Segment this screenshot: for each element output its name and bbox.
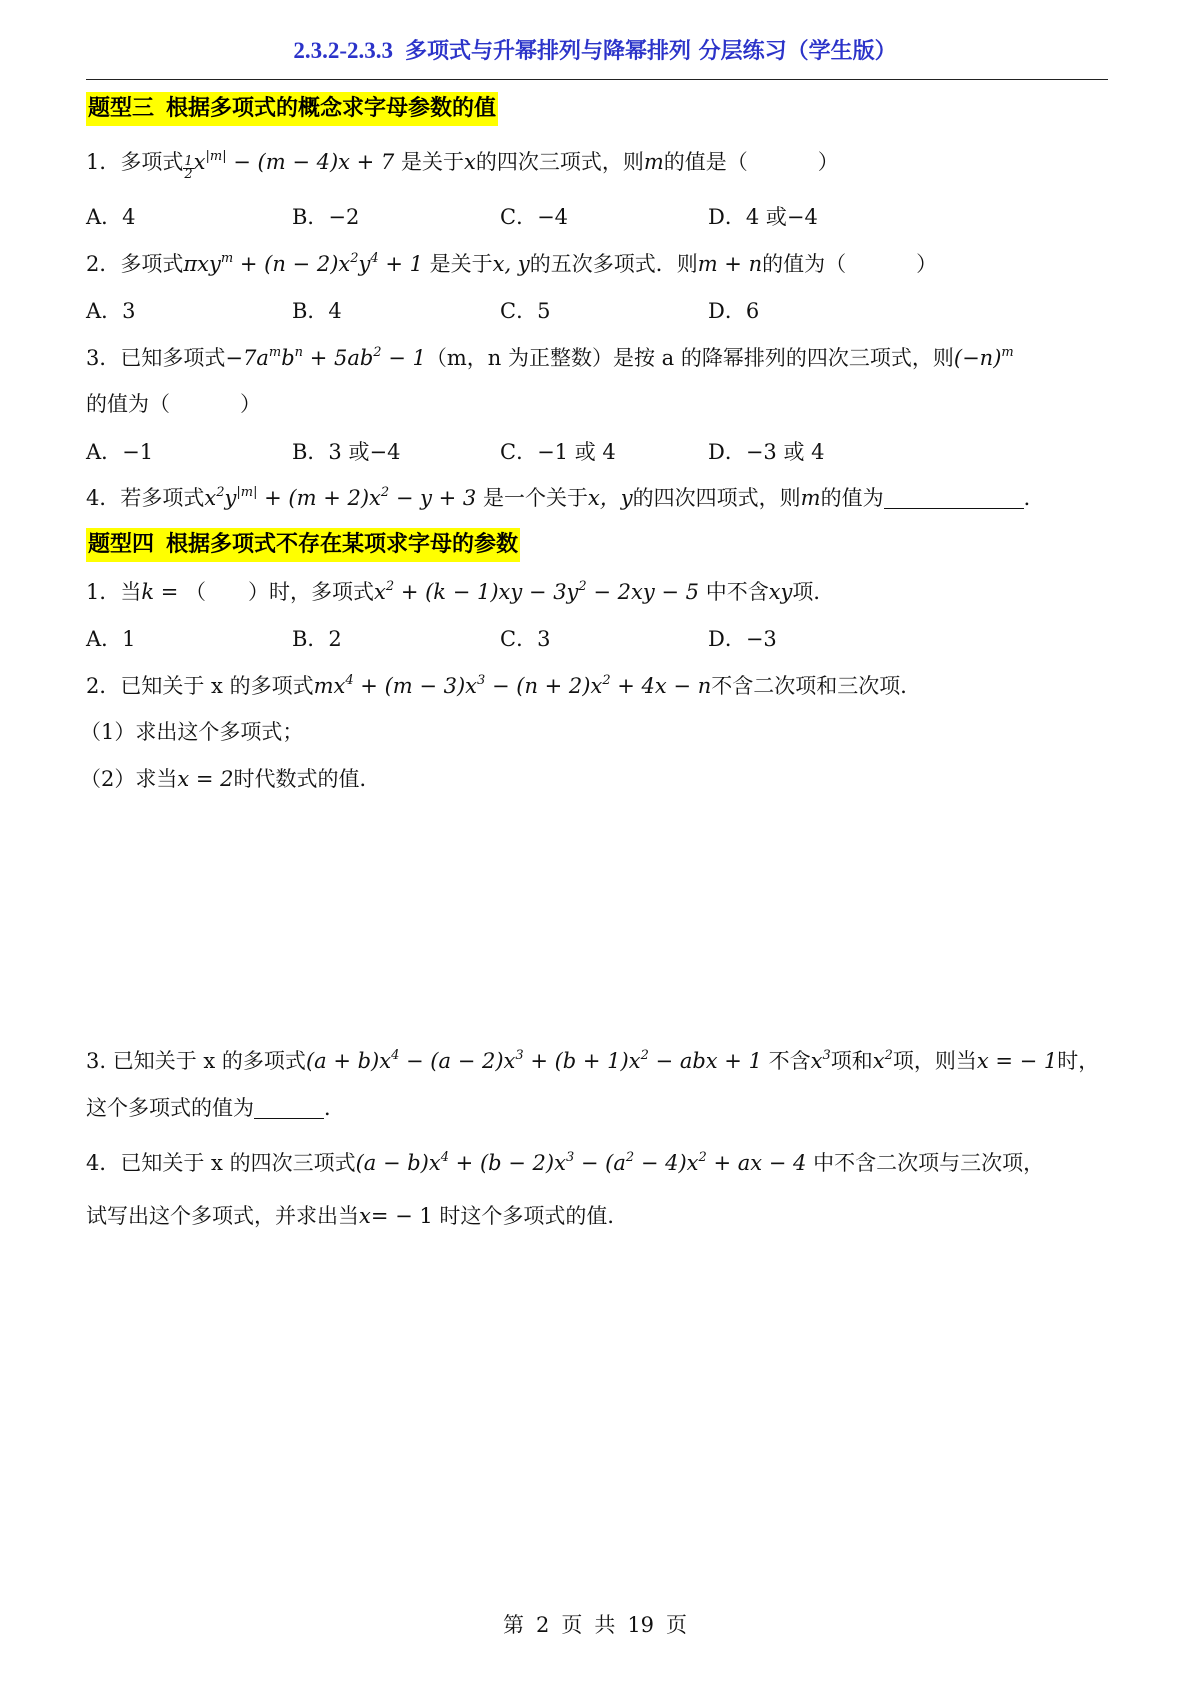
answer-paren: （ ） <box>185 580 270 604</box>
math-expr: (−n) <box>953 346 1002 370</box>
page-footer <box>0 1609 1190 1639</box>
footer-text: 页 <box>561 1613 583 1637</box>
s3-q2-option-a: A．3 <box>86 299 136 323</box>
math-expr: xy <box>768 580 793 604</box>
s3-q1-stem <box>86 147 839 181</box>
math-expr: − 2xy − 5 <box>586 580 706 604</box>
math-expr: + (m − 3)x <box>353 674 478 698</box>
s3-q3-stem <box>86 343 1014 373</box>
question-text: 这个多项式的值为 <box>86 1096 254 1120</box>
s4-q1-option-d: D．−3 <box>708 627 777 651</box>
math-exponent: 3 <box>477 673 486 688</box>
question-number: 1． <box>86 150 121 174</box>
math-var: x <box>463 150 476 174</box>
math-expr: y <box>358 252 371 276</box>
math-exponent: m <box>1001 345 1014 360</box>
question-text: 的四次四项式，则 <box>632 486 801 510</box>
math-exponent: 2 <box>380 485 390 500</box>
question-number: 2． <box>86 674 121 698</box>
math-expr: k = <box>141 580 186 604</box>
math-exponent: 2 <box>625 1150 635 1165</box>
s4-q2-sub1: （1）求出这个多项式； <box>80 720 304 744</box>
math-var: m <box>643 150 664 174</box>
math-exponent: 2 <box>602 673 611 688</box>
s3-q2-option-c: C．5 <box>500 299 551 323</box>
question-number: 3. <box>86 1049 107 1073</box>
math-exponent: 3 <box>822 1048 831 1063</box>
question-text: 项和 <box>830 1049 873 1073</box>
question-text: （m，n 为正整数）是按 a 的降幂排列的四次三项式，则 <box>425 346 954 370</box>
question-number: 4． <box>86 486 121 510</box>
math-expr: x <box>810 1049 823 1073</box>
math-expr: x <box>872 1049 885 1073</box>
question-text: 的五次多项式．则 <box>529 252 698 276</box>
section-3-label: 题型三 <box>88 96 155 121</box>
question-number: 4． <box>86 1151 121 1175</box>
section-3-heading <box>86 92 498 126</box>
math-expr: + (b − 2)x <box>449 1151 566 1175</box>
math-exponent: m <box>268 345 282 360</box>
footer-text: 共 <box>594 1613 616 1637</box>
answer-blank[interactable] <box>884 486 1024 509</box>
s3-q3-stem-line2 <box>86 389 261 419</box>
question-text: 不含二次项和三次项． <box>711 674 922 698</box>
math-expr: + 1 <box>378 252 430 276</box>
math-expr: πxy <box>183 252 221 276</box>
math-expr: + (m + 2)x <box>257 486 381 510</box>
math-exponent: 2 <box>385 579 395 594</box>
math-exponent: 2 <box>216 485 225 500</box>
math-exponent: 2 <box>640 1048 649 1063</box>
question-text: ） <box>240 392 261 416</box>
question-text: ） <box>817 150 839 174</box>
math-expr: x = 2 <box>177 767 234 791</box>
math-expr: y <box>224 486 237 510</box>
s4-q2-sub2 <box>80 764 381 794</box>
s3-q1-option-b: B．−2 <box>292 205 360 229</box>
question-text: ） <box>916 252 938 276</box>
math-expr: −7a <box>225 346 269 370</box>
math-expr: − (a − 2)x <box>399 1049 516 1073</box>
math-exponent: 4 <box>370 251 379 266</box>
s4-q1-option-a: A．1 <box>86 627 136 651</box>
s3-q1-option-a: A．4 <box>86 205 136 229</box>
page-total: 19 <box>627 1613 655 1637</box>
question-text: 时代数式的值． <box>233 767 381 791</box>
math-expr: + ax − 4 <box>706 1151 807 1175</box>
math-var: x <box>359 1204 371 1228</box>
s3-q4-stem <box>86 483 1045 513</box>
section-4-title: 根据多项式不存在某项求字母的参数 <box>166 532 519 557</box>
math-exponent: m <box>220 251 234 266</box>
s3-q3-option-d: D．−3 或 4 <box>708 440 825 464</box>
math-expr: − (m − 4)x + 7 <box>226 150 401 174</box>
math-exponent: n <box>294 345 304 360</box>
s4-q3-stem-line2 <box>86 1093 345 1123</box>
fraction <box>183 156 193 181</box>
question-number: 3． <box>86 346 121 370</box>
section-3-title: 根据多项式的概念求字母参数的值 <box>166 96 497 121</box>
question-text: 多项式 <box>120 252 184 276</box>
question-text: ． <box>324 1096 345 1120</box>
question-text: 不含 <box>768 1049 811 1073</box>
fraction-numerator: 1 <box>184 154 193 169</box>
math-expr: − (n + 2)x <box>485 674 603 698</box>
question-text: 试写出这个多项式，并求出当 <box>86 1204 359 1228</box>
s4-q3-stem <box>86 1046 1099 1076</box>
math-expr: (a − b)x <box>355 1151 441 1175</box>
question-text: ． <box>1023 486 1045 510</box>
math-var: x, y <box>492 252 530 276</box>
s4-q1-option-c: C．3 <box>500 627 551 651</box>
s3-q1-option-c: C．−4 <box>500 205 569 229</box>
header-title-number: 2.3.2-2.3.3 <box>293 38 393 63</box>
s3-q2-option-b: B．4 <box>292 299 342 323</box>
fraction-denominator: 2 <box>184 167 193 182</box>
math-exponent: |m| <box>236 485 258 500</box>
s4-q2-stem <box>86 671 921 701</box>
question-text: 项． <box>792 580 835 604</box>
question-text: 多项式 <box>120 150 184 174</box>
question-text: 是关于 <box>400 150 464 174</box>
s3-q3-option-b: B．3 或−4 <box>292 440 401 464</box>
header-title-text: 多项式与升幂排列与降幂排列 分层练习（学生版） <box>405 39 897 64</box>
math-expr: + 5ab <box>303 346 374 370</box>
math-expr: − abx + 1 <box>648 1049 769 1073</box>
page-header-title <box>0 34 1190 65</box>
question-number: 1． <box>86 580 121 604</box>
footer-text: 第 <box>502 1613 524 1637</box>
math-expr: mx <box>313 674 346 698</box>
question-text: 已知关于 x 的四次三项式 <box>120 1151 356 1175</box>
math-expr: − 4)x <box>634 1151 699 1175</box>
s4-q4-stem <box>86 1148 1044 1178</box>
answer-blank[interactable] <box>254 1096 324 1119</box>
math-expr: m + n <box>697 252 763 276</box>
math-expr: + (k − 1)xy − 3y <box>394 580 579 604</box>
question-text: 的值为（ <box>762 252 847 276</box>
math-exponent: 4 <box>391 1048 400 1063</box>
s3-q1-option-d: D．4 或−4 <box>708 205 818 229</box>
math-exponent: 4 <box>345 673 354 688</box>
math-exponent: 2 <box>373 345 382 360</box>
question-text: 时， <box>1057 1049 1100 1073</box>
math-exponent: 3 <box>515 1048 524 1063</box>
question-text: 中不含二次项与三次项， <box>813 1151 1045 1175</box>
s3-q3-option-a: A．−1 <box>86 440 154 464</box>
s4-q1-option-b: B．2 <box>292 627 342 651</box>
math-var: x，y <box>587 486 633 510</box>
math-var: m <box>800 486 821 510</box>
question-text: 的四次三项式，则 <box>475 150 644 174</box>
question-text: 的值为 <box>820 486 884 510</box>
question-text: 中不含 <box>705 580 769 604</box>
question-text: 已知多项式 <box>120 346 226 370</box>
math-expr: − (a <box>574 1151 626 1175</box>
question-text: 的值为（ <box>86 392 170 416</box>
question-text: 已知关于 x 的多项式 <box>112 1049 306 1073</box>
math-exponent: 2 <box>350 251 359 266</box>
s4-q4-stem-line2 <box>86 1201 628 1231</box>
footer-text: 页 <box>666 1613 688 1637</box>
math-expr: − 1 <box>381 346 426 370</box>
math-exponent: 2 <box>884 1048 893 1063</box>
math-exponent: 3 <box>565 1150 575 1165</box>
section-4-label: 题型四 <box>88 532 155 557</box>
question-text: 已知关于 x 的多项式 <box>120 674 314 698</box>
math-expr: x <box>204 486 217 510</box>
s3-q2-option-d: D．6 <box>708 299 760 323</box>
question-number: 2． <box>86 252 121 276</box>
math-expr: x = − 1 <box>976 1049 1058 1073</box>
section-4-heading <box>86 528 520 562</box>
s3-q2-stem <box>86 249 937 279</box>
math-exponent: |m| <box>205 149 227 164</box>
math-expr: + (b + 1)x <box>523 1049 641 1073</box>
math-expr: x <box>193 150 206 174</box>
s3-q3-option-c: C．−1 或 4 <box>500 440 616 464</box>
question-text: 项，则当 <box>892 1049 977 1073</box>
page-number: 2 <box>535 1613 550 1637</box>
s4-q1-stem <box>86 577 834 607</box>
math-expr: b <box>281 346 295 370</box>
math-exponent: 2 <box>578 579 587 594</box>
math-expr: + 4x − n <box>610 674 712 698</box>
question-text: 时，多项式 <box>269 580 375 604</box>
math-expr: x <box>374 580 386 604</box>
math-expr: (a + b)x <box>305 1049 392 1073</box>
question-text: 是关于 <box>429 252 493 276</box>
question-text: 是一个关于 <box>482 486 588 510</box>
question-text: 的值是（ <box>663 150 748 174</box>
math-exponent: 4 <box>440 1150 449 1165</box>
math-exponent: 2 <box>698 1150 707 1165</box>
question-text: （2）求当 <box>80 767 178 791</box>
question-text: = − 1 时这个多项式的值． <box>370 1204 629 1228</box>
header-divider <box>86 79 1108 80</box>
question-text: 当 <box>120 580 142 604</box>
math-expr: + (n − 2)x <box>233 252 351 276</box>
math-expr: − y + 3 <box>389 486 483 510</box>
question-text: 若多项式 <box>120 486 205 510</box>
